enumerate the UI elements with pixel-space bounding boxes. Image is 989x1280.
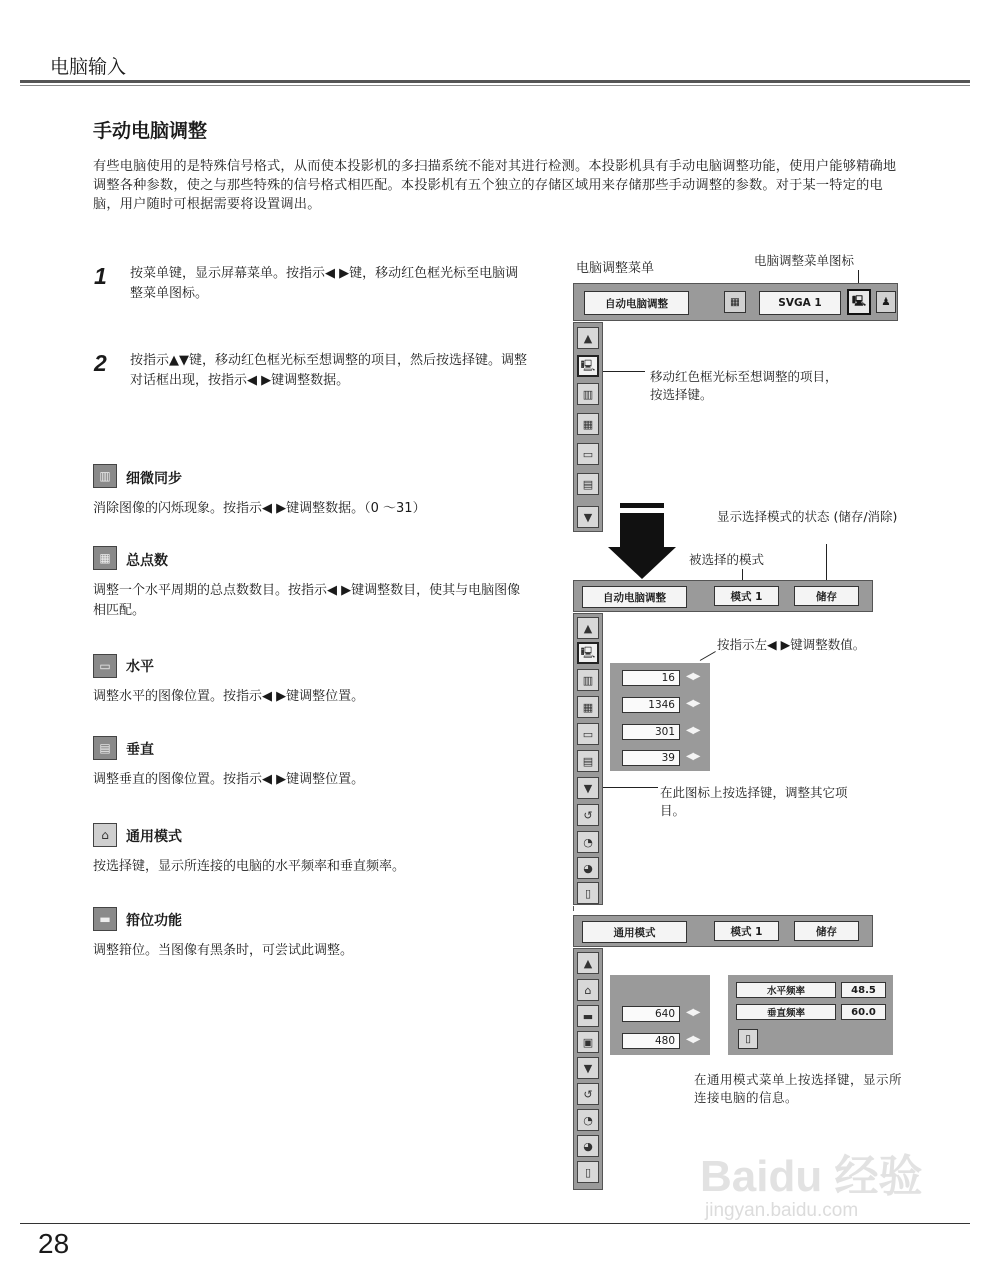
horizontal-menu-icon-2[interactable]: ▭ [577, 723, 599, 745]
store-button-3[interactable]: 储存 [794, 921, 859, 941]
auto-pc-adjust-button-2[interactable]: 自动电脑调整 [582, 586, 687, 608]
item-title-fine-sync: 细微同步 [126, 471, 182, 487]
pc-adjust-selected-icon[interactable]: 🖳 [577, 355, 599, 377]
diagram1-icon-label: 电脑调整菜单图标 [754, 253, 855, 268]
fine-sync-value[interactable]: 16 [622, 670, 680, 686]
scroll-up-icon-3[interactable]: ▲ [577, 952, 599, 974]
display-width-value[interactable]: 640 [622, 1006, 680, 1022]
diagram2-mode-callout: 被选择的模式 [689, 552, 765, 567]
horizontal-menu-icon[interactable]: ▭ [577, 443, 599, 465]
total-dots-menu-icon[interactable]: ▦ [577, 413, 599, 435]
diagram1-menubar [573, 283, 898, 321]
separator-tick [573, 906, 574, 911]
diagram2-other-callout: 在此图标上按选择键，调整其它项目。 [660, 785, 848, 818]
scroll-down-icon[interactable]: ▼ [577, 506, 599, 528]
item-title-vertical: 垂直 [126, 742, 154, 758]
horizontal-icon: ▭ [93, 654, 117, 678]
diagram3-icon-column [573, 948, 603, 1190]
clamp-menu-icon[interactable]: ▬ [577, 1005, 599, 1027]
step-1-text: 按菜单键，显示屏幕菜单。按指示◀ ▶键，移动红色框光标至电脑调整菜单图标。 [130, 266, 519, 301]
diagram3-values-panel [610, 975, 710, 1055]
diagram1-move-callout: 移动红色框光标至想调整的项目，按选择键。 [650, 369, 838, 402]
diagram2-adjust-leader [700, 651, 716, 661]
mode-1-button-3[interactable]: 模式 1 [714, 921, 779, 941]
pc-adjust-icon-2[interactable]: 🖳 [577, 642, 599, 664]
vertical-menu-icon[interactable]: ▤ [577, 473, 599, 495]
big-arrow-cap [620, 503, 664, 508]
reset-icon[interactable]: ↺ [577, 804, 599, 826]
total-dots-value[interactable]: 1346 [622, 697, 680, 713]
reset-icon-3[interactable]: ↺ [577, 1083, 599, 1105]
diagram3-menubar [573, 915, 873, 947]
total-dots-arrows-icon[interactable]: ◀▶ [686, 698, 700, 709]
hfreq-value: 48.5 [841, 982, 886, 998]
exit-icon-3[interactable]: ▯ [577, 1161, 599, 1183]
item-desc-total-dots: 调整一个水平周期的总点数数目。按指示◀ ▶键调整数目，使其与电脑图像相匹配。 [93, 583, 521, 618]
diagram3-info-callout: 在通用模式菜单上按选择键，显示所连接电脑的信息。 [694, 1072, 903, 1105]
diagram2-menubar [573, 580, 873, 612]
item-title-general-mode: 通用模式 [126, 829, 182, 845]
diagram2-values-panel [610, 663, 710, 771]
scroll-up-icon-2[interactable]: ▲ [577, 617, 599, 639]
diagram1-icon-column [573, 322, 603, 532]
store-icon[interactable]: ◕ [577, 857, 599, 879]
exit-icon[interactable]: ▯ [577, 882, 599, 904]
vertical-icon: ▤ [93, 736, 117, 760]
exit-info-icon[interactable]: ▯ [738, 1029, 758, 1049]
total-dots-icon: ▦ [93, 546, 117, 570]
item-title-horizontal: 水平 [126, 659, 154, 675]
watermark-brand: Baidu 经验 [700, 1152, 923, 1201]
step-1-number: 1 [94, 263, 107, 289]
step-2-number: 2 [94, 350, 107, 376]
vertical-arrows-icon[interactable]: ◀▶ [686, 751, 700, 762]
item-desc-horizontal: 调整水平的图像位置。按指示◀ ▶键调整位置。 [93, 689, 365, 704]
header-rule-thin [20, 85, 970, 86]
person-icon: ♟ [876, 291, 896, 313]
item-desc-vertical: 调整垂直的图像位置。按指示◀ ▶键调整位置。 [93, 772, 365, 787]
watermark-url: jingyan.baidu.com [705, 1200, 859, 1221]
hfreq-label: 水平频率 [736, 982, 836, 998]
frequency-info-panel [728, 975, 893, 1055]
header-rule [20, 80, 970, 83]
general-mode-button[interactable]: 通用模式 [582, 921, 687, 943]
mode-1-button[interactable]: 模式 1 [714, 586, 779, 606]
item-desc-general-mode: 按选择键，显示所连接的电脑的水平频率和垂直频率。 [93, 859, 406, 874]
display-height-value[interactable]: 480 [622, 1033, 680, 1049]
section-title: 手动电脑调整 [93, 120, 208, 142]
auto-pc-adjust-button[interactable]: 自动电脑调整 [584, 291, 689, 315]
scroll-up-icon[interactable]: ▲ [577, 327, 599, 349]
vertical-menu-icon-2[interactable]: ▤ [577, 750, 599, 772]
vertical-value[interactable]: 39 [622, 750, 680, 766]
svga-mode-button[interactable]: SVGA 1 [759, 291, 841, 315]
horizontal-arrows-icon[interactable]: ◀▶ [686, 725, 700, 736]
item-desc-fine-sync: 消除图像的闪烁现象。按指示◀ ▶键调整数据。（0 ～31） [93, 501, 426, 516]
big-arrow-down-icon [608, 547, 676, 579]
height-arrows-icon[interactable]: ◀▶ [686, 1034, 700, 1045]
scroll-down-icon-3[interactable]: ▼ [577, 1057, 599, 1079]
mode-free-icon[interactable]: ◔ [577, 831, 599, 853]
diagram2-adjust-callout: 按指示左◀ ▶键调整数值。 [717, 637, 866, 652]
step-2-text: 按指示▲▼键，移动红色框光标至想调整的项目，然后按选择键。调整对话框出现，按指示◀ ▶键调整数据。 [130, 353, 527, 388]
vfreq-value: 60.0 [841, 1004, 886, 1020]
item-desc-clamp: 调整箝位。当图像有黑条时，可尝试此调整。 [93, 943, 354, 958]
scroll-down-icon-2[interactable]: ▼ [577, 777, 599, 799]
big-arrow-shaft [620, 513, 664, 547]
page-number: 28 [38, 1228, 70, 1259]
display-icon: ▦ [724, 291, 746, 313]
diagram2-status-callout: 显示选择模式的状态 (储存/消除) [717, 509, 898, 524]
diagram1-menu-label: 电脑调整菜单 [576, 261, 655, 276]
clamp-icon: ▬ [93, 907, 117, 931]
general-mode-icon: ⌂ [93, 823, 117, 847]
general-mode-menu-icon[interactable]: ⌂ [577, 979, 599, 1001]
fine-sync-menu-icon-2[interactable]: ▥ [577, 669, 599, 691]
item-title-clamp: 箝位功能 [126, 913, 182, 929]
display-area-icon[interactable]: ▣ [577, 1031, 599, 1053]
diagram1-callout-leader [603, 371, 645, 372]
page-header-title: 电脑输入 [50, 56, 127, 78]
diagram2-icon-column [573, 613, 603, 905]
fine-sync-arrows-icon[interactable]: ◀▶ [686, 671, 700, 682]
fine-sync-menu-icon[interactable]: ▥ [577, 383, 599, 405]
vfreq-label: 垂直频率 [736, 1004, 836, 1020]
width-arrows-icon[interactable]: ◀▶ [686, 1007, 700, 1018]
horizontal-value[interactable]: 301 [622, 724, 680, 740]
store-icon-3[interactable]: ◕ [577, 1135, 599, 1157]
pc-adjust-menu-icon[interactable]: 🖳 [847, 289, 871, 315]
item-title-total-dots: 总点数 [126, 553, 168, 569]
diagram2-other-leader [603, 787, 658, 788]
store-button[interactable]: 储存 [794, 586, 859, 606]
fine-sync-icon: ▥ [93, 464, 117, 488]
footer-rule [20, 1223, 970, 1224]
mode-free-icon-3[interactable]: ◔ [577, 1109, 599, 1131]
total-dots-menu-icon-2[interactable]: ▦ [577, 696, 599, 718]
section-intro: 有些电脑使用的是特殊信号格式，从而使本投影机的多扫描系统不能对其进行检测。本投影机具有手动电脑调整功能，使用户能够精确地调整各种参数，使之与那些特殊的信号格式相匹配。本投影机有五个独立的存储区域用来存储那些手动调整的参数。对于某一特定的电脑，用户随时可根据需要将设置调出。 [93, 159, 897, 212]
